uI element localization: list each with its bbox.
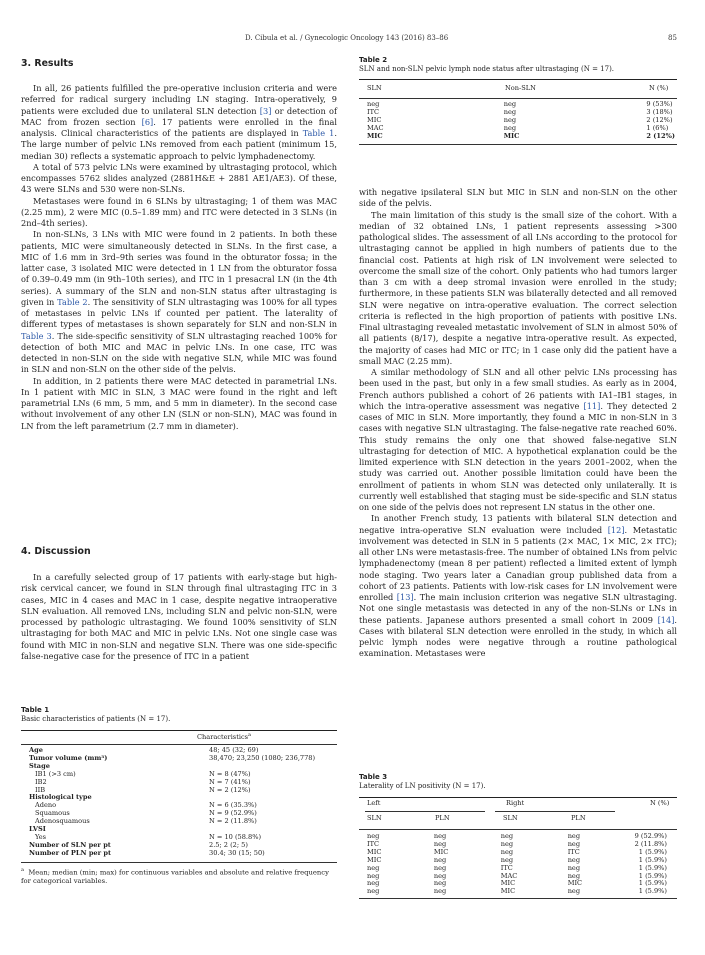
table3-cell: neg bbox=[500, 839, 514, 848]
table-row bbox=[359, 873, 677, 881]
citation-11[interactable]: [11] bbox=[583, 400, 601, 411]
table3-cell: neg bbox=[367, 871, 380, 880]
citation-6[interactable]: [6] bbox=[141, 116, 154, 127]
table3-cell: 1 (5.9%) bbox=[638, 863, 667, 872]
table-row bbox=[359, 880, 677, 888]
citation-13[interactable]: [13] bbox=[396, 592, 414, 602]
table1-row-value: N = 7 (41%) bbox=[209, 777, 251, 786]
page-number: 85 bbox=[668, 34, 677, 42]
table1-row-label: Adeno bbox=[35, 801, 57, 810]
table1-row-label: IB1 (>3 cm) bbox=[35, 769, 76, 778]
citation-3[interactable]: [3] bbox=[259, 105, 272, 116]
results-heading: 3. Results bbox=[21, 58, 74, 69]
table3-cell: neg bbox=[567, 871, 581, 880]
table2-cell: MIC bbox=[367, 131, 383, 140]
table3-group-header: Left Right N (%) bbox=[367, 799, 670, 807]
table2-cell: MIC bbox=[503, 131, 520, 140]
table1-row-value: N = 10 (58.8%) bbox=[209, 832, 262, 841]
table1-row-value: 48; 45 (32; 69) bbox=[209, 746, 259, 754]
table3-cell: neg bbox=[367, 887, 380, 896]
discussion-body-left: In a carefully selected group of 17 patients with early-stage but high-risk cervical cancer, we found in SLN through final ultrastaging ITC in 3 cases, MIC in 4 cases and MAC in 1 case, despite negative intraoperative SLN evaluation. All removed LNs, including SLN and pelvic non-SLN, were processed by pathologic ultrastaging. We found 100% sensitivity of SLN ultrastaging for both MAC and MIC in pelvic LNs. Not one single case was found with MIC in non-SLN and negative SLN. There was one side-specific false-negative case for the presence of ITC in a patient bbox=[21, 572, 337, 661]
citation-14[interactable]: [14] bbox=[657, 614, 675, 625]
table2-cell: neg bbox=[503, 123, 517, 132]
table3-sub-header: SLN PLN SLN PLN bbox=[367, 814, 586, 822]
table2-cell: neg bbox=[367, 100, 380, 108]
table-row bbox=[359, 101, 677, 109]
table3-link[interactable]: Table 3 bbox=[21, 330, 52, 341]
table1-row-value: 2.5; 2 (2; 5) bbox=[209, 840, 248, 849]
table2-header: SLN Non-SLN N (%) bbox=[367, 84, 669, 92]
table1-row-label: IIB bbox=[35, 785, 46, 794]
table-row bbox=[359, 849, 677, 857]
table1-row-label: Tumor volume (mm³) bbox=[29, 753, 108, 762]
table3-cell: neg bbox=[367, 863, 380, 872]
table2-cell: MAC bbox=[367, 123, 384, 132]
table1-body bbox=[21, 747, 337, 858]
table3-cell: neg bbox=[433, 839, 447, 848]
table3-cell: neg bbox=[500, 847, 514, 856]
table2-cell: neg bbox=[503, 115, 517, 124]
running-title: D. Cibula et al. / Gynecologic Oncology 143 (2016) 83–86 bbox=[245, 34, 449, 42]
table3-cell: 1 (5.9%) bbox=[638, 855, 667, 864]
table2-cell: MIC bbox=[367, 115, 382, 124]
citation-12[interactable]: [12] bbox=[607, 524, 625, 535]
table3-cell: MIC bbox=[567, 879, 583, 888]
table3-caption: Table 3 Laterality of LN positivity (N = 17). bbox=[359, 773, 486, 790]
table3-cell: ITC bbox=[500, 863, 513, 872]
table3-body bbox=[359, 833, 677, 896]
table3-cell: ITC bbox=[367, 839, 380, 848]
table3-cell: neg bbox=[500, 855, 514, 864]
table3-cell: MIC bbox=[500, 879, 516, 888]
table-row bbox=[359, 888, 677, 896]
table1-row-value: N = 2 (12%) bbox=[209, 785, 251, 794]
table2-body bbox=[359, 101, 677, 141]
table-row bbox=[359, 109, 677, 117]
results-body: In all, 26 patients fulfilled the pre-operative inclusion criteria and were referred for radical surgery including LN staging. Intra-operatively, 9 patients were excluded due to unilateral SLN detection [3] or detection of MAC from frozen section [6]. 17 patients were enrolled in the final analysis. Clinical characteristics of the patients are displayed in Table 1. The large number of pelvic LNs removed from each patient (minimum 15, median 30) reflects a systematic approach to pelvic lymphadenectomy. A total of 573 pelvic LNs were examined by ultrastaging protocol, which encompasses 5762 slides analyzed (2881H&E + 2881 AE1/AE3). Of these, 43 were SLNs and 530 were non-SLNs. Metastases were found in 6 SLNs by ultrastaging; 1 of them was MAC (2.25 mm), 2 were MIC (0.5–1.89 mm) and ITC were detected in 3 SLNs (in 2nd–4th series). In non-SLNs, 3 LNs with MIC were found in 2 patients. In both these patients, MIC were simultaneously detected in SLNs. In the first case, a MIC of 1.6 mm in 3rd–9th series was found in the obturator fossa; in the latter case, 3 isolated MIC were detected in 1 LN from the obturator fossa of 0.39–0.49 mm (in 9th–10th series), and ITC in 1 presacral LN (in the 4th series). A summary of the SLN and non-SLN status after ultrastaging is given in Table 2. The sensitivity of SLN ultrastaging was 100% for all types of metastases in pelvic LNs if counted per patient. The laterality of different types of metastases is shown separately for SLN and non-SLN in Table 3. The side-specific sensitivity of SLN ultrastaging reached 100% for detection of both MIC and MAC in pelvic LNs. In one case, ITC was detected in non-SLN on the side with negative SLN, while MIC was found in SLN and non-SLN on the other side of the pelvis. In addition, in 2 patients there were MAC detected in parametrial LNs. In 1 patient with MIC in SLN, 3 MAC were found in the right and left parametrial LNs (6 mm, 5 mm, and 5 mm in diameter). In the second case without involvement of any other LN (SLN or non-SLN), MAC was found in LN from the left parametrium (2.7 mm in diameter). bbox=[21, 83, 338, 431]
table-row bbox=[21, 826, 337, 834]
table2-cell: 2 (12%) bbox=[646, 115, 673, 124]
table3-cell: MIC bbox=[367, 855, 382, 864]
table1-row-value: N = 6 (35.3%) bbox=[209, 801, 257, 810]
table-row bbox=[359, 133, 677, 141]
discussion-body-right: with negative ipsilateral SLN but MIC in SLN and non-SLN on the other side of the pelvis. The main limitation of this study is the small size of the cohort. With a median of 32 obtained LNs, 1 patient represents assessing >300 pathological slides. The assessment of all LNs according to the protocol for ultrastaging cannot be applied in high numbers of patients due to the financial cost. Patients at high risk of LN involvement were selected to overcome the small size of the cohort. Only patients who had tumors larger than 3 cm with a deep stromal invasion were enrolled in the study; furthermore, in these patients SLN was bilaterally detected and all removed SLN were negative on intra-operative evaluation. The correct selection criteria is reflected in the high proportion of patients with positive LNs. Final ultrastaging revealed metastatic involvement of SLN in almost 50% of all patients (8/17), despite a negative intra-operative result. As expected, the majority of cases had MIC or ITC; in 1 case only did the patient have a small MAC (2.25 mm). A similar methodology of SLN and all other pelvic LNs processing has been used in the past, but only in a few small studies. As early as in 2004, French authors published a cohort of 26 patients with IA1–IB1 stages, in which the intra-operative assessment was negative [11]. They detected 2 cases of MIC in SLN. More importantly, they found a MIC in non-SLN in 3 cases with negative SLN ultrastaging. The false-negative rate reached 60%. This study remains the only one that showed false-negative SLN ultrastaging for detection of MIC. A hypothetical explanation could be the limited experience with SLN detection in the years 2001–2002, when the study was carried out. Another possible limitation could have been the enrollment of patients in whom SLN was detected only unilaterally. It is currently well established that staging must be side-specific and SLN status on one side of the pelvis does not represent LN status in the other one. In another French study, 13 patients with bilateral SLN detection and negative intra-operative SLN evaluation were included [12]. Metastatic involvement was detected in SLN in 5 patients (2× MAC, 1× MIC, 2× ITC); all other LNs were metastasis-free. The number of obtained LNs from pelvic lymphadenectomy (mean 8 per patient) reflected a limited extent of lymph node staging. Two years later a Canadian group published data from a cohort of 23 patients. Patients with low-risk cases for LN involvement were enrolled [13]. The main inclusion criterion was negative SLN ultrastaging. Not one single metastasis was detected in any of the non-SLNs or LNs in these patients. Japanese authors presented a small cohort in 2009 [14]. Cases with bilateral SLN detection were enrolled in the study, in which all pelvic lymph nodes were negative through a routine pathological examination. Metastases were bbox=[359, 187, 677, 659]
table3-cell: neg bbox=[500, 832, 514, 840]
table2-cell: 2 (12%) bbox=[646, 131, 675, 140]
table1-row-value: N = 9 (52.9%) bbox=[209, 809, 257, 818]
table3-cell: 1 (5.9%) bbox=[638, 879, 667, 888]
table2-cell: neg bbox=[503, 100, 517, 108]
table1-link[interactable]: Table 1 bbox=[302, 128, 335, 138]
table3-cell: neg bbox=[433, 879, 447, 888]
table2-cell: neg bbox=[503, 107, 517, 116]
table1-row-label: LVSI bbox=[29, 825, 46, 834]
table3-cell: 9 (52.9%) bbox=[634, 832, 667, 840]
table3-cell: neg bbox=[567, 863, 581, 872]
table3-cell: ITC bbox=[567, 847, 580, 856]
table3-cell: neg bbox=[567, 832, 581, 840]
table-row bbox=[359, 857, 677, 865]
table3-cell: MIC bbox=[433, 847, 449, 856]
table1-row-value: N = 2 (11.8%) bbox=[209, 817, 257, 826]
table-row bbox=[359, 841, 677, 849]
table1-row-value: 30.4; 30 (15; 50) bbox=[209, 848, 265, 857]
table2-caption: Table 2 SLN and non-SLN pelvic lymph node status after ultrastaging (N = 17). bbox=[359, 56, 615, 73]
table1-row-label: IB2 bbox=[35, 777, 47, 786]
table1-row-label: Histological type bbox=[29, 793, 92, 802]
table2-cell: 3 (18%) bbox=[646, 107, 673, 116]
table3-cell: neg bbox=[433, 871, 447, 880]
table1-row-label: Number of SLN per pt bbox=[29, 840, 111, 849]
table2-cell: ITC bbox=[367, 107, 380, 116]
table1-row-label: Number of PLN per pt bbox=[29, 848, 112, 857]
table1-row-label: Age bbox=[29, 746, 43, 754]
table1-footnote: $^a$ Mean; median (min; max) for continuous variables and absolute and relative frequency for categorical variables. bbox=[21, 867, 329, 886]
table-row bbox=[21, 794, 337, 802]
table-row bbox=[21, 755, 337, 763]
table1-row-label: Yes bbox=[35, 832, 47, 841]
table-row bbox=[359, 865, 677, 873]
table3-cell: neg bbox=[567, 887, 581, 896]
discussion-heading: 4. Discussion bbox=[21, 546, 91, 557]
table1-row-value: 38,470; 23,250 (1080; 236,778) bbox=[209, 753, 316, 762]
table3-cell: neg bbox=[433, 863, 447, 872]
table3-cell: 2 (11.8%) bbox=[634, 839, 667, 848]
table3-cell: neg bbox=[567, 839, 581, 848]
table-row bbox=[21, 771, 337, 779]
table3-cell: neg bbox=[433, 855, 447, 864]
table1 bbox=[21, 732, 337, 742]
table3-cell: neg bbox=[433, 832, 447, 840]
table2-link[interactable]: Table 2 bbox=[57, 296, 88, 307]
table3-cell: MIC bbox=[367, 847, 382, 856]
table3-cell: neg bbox=[367, 879, 380, 888]
table-row bbox=[21, 779, 337, 787]
table-row bbox=[21, 818, 337, 826]
table2-cell: 1 (6%) bbox=[646, 123, 669, 132]
table3-cell: 1 (5.9%) bbox=[638, 887, 667, 896]
table1-row-value: N = 8 (47%) bbox=[209, 769, 251, 778]
table1-row-label: Stage bbox=[29, 761, 50, 770]
table3-cell: neg bbox=[433, 887, 447, 896]
table1-caption: Table 1 Basic characteristics of patients (N = 17). bbox=[21, 706, 171, 723]
table-row bbox=[21, 850, 337, 858]
table-row bbox=[359, 833, 677, 841]
table-row bbox=[359, 117, 677, 125]
table3-cell: MIC bbox=[500, 887, 516, 896]
table3-cell: neg bbox=[367, 832, 380, 840]
table1-col-header: Characteristics$^a$ bbox=[197, 732, 252, 742]
table3-cell: neg bbox=[567, 855, 581, 864]
table2-cell: 9 (53%) bbox=[646, 100, 673, 108]
table3-cell: 1 (5.9%) bbox=[638, 871, 667, 880]
table3-cell: MAC bbox=[500, 871, 518, 880]
table1-row-label: Adenosquamous bbox=[35, 817, 90, 826]
table3-cell: 1 (5.9%) bbox=[638, 847, 667, 856]
table1-row-label: Squamous bbox=[35, 809, 70, 818]
